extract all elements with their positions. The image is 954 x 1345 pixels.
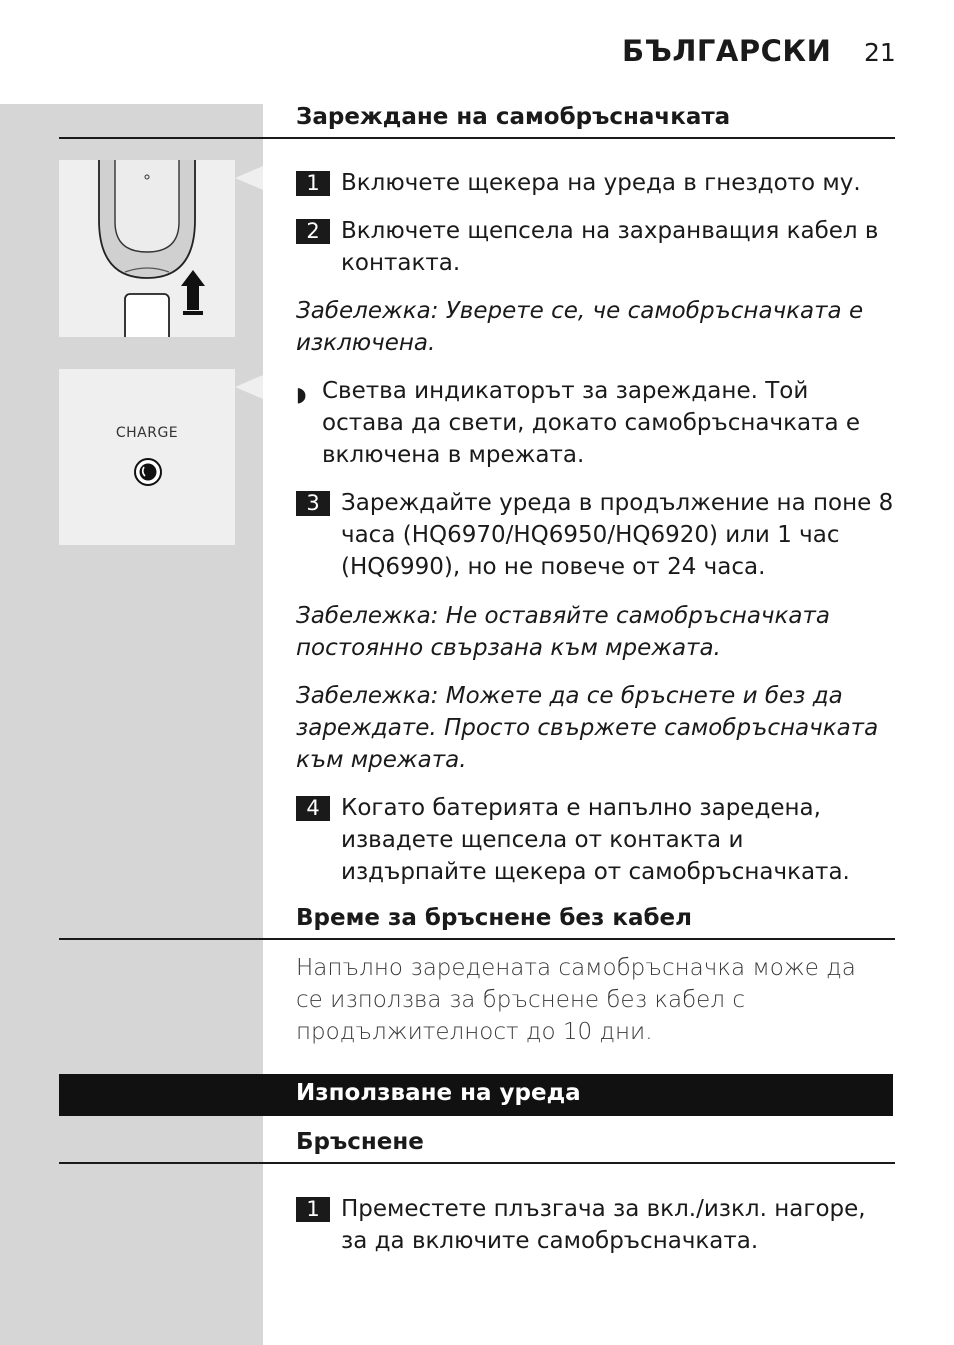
- bullet-icon: ◗: [296, 382, 307, 406]
- result-bullet: [296, 375, 896, 471]
- illustration-charge-panel: [59, 369, 235, 545]
- note-mains: Забележка: Не оставяйте самобръсначката постоянно свързана към мрежата.: [296, 603, 830, 661]
- section-title-cordless: Време за бръснене без кабел: [296, 905, 692, 931]
- step-number: 2: [296, 219, 330, 244]
- bullet-text: Светва индикаторът за зареждане. Той остава да свети, докато самобръсначката е включена в мрежата.: [322, 378, 861, 468]
- shaver-plug-icon: [59, 160, 235, 337]
- step-number: 4: [296, 796, 330, 821]
- step-number: 1: [296, 171, 330, 196]
- charge-indicator-icon: [133, 457, 163, 487]
- section-rule: [59, 1162, 895, 1164]
- illustration-pointer: [235, 375, 263, 399]
- illustration-pointer: [235, 166, 263, 190]
- charge-label: CHARGE: [115, 425, 179, 441]
- step-2: [296, 215, 896, 279]
- step-text: Когато батерията е напълно заредена, извадете щепсела от контакта и издърпайте щекера от самобръсначката.: [341, 795, 850, 885]
- section-title-shaving: Бръснене: [296, 1129, 424, 1155]
- step-text: Зареждайте уреда в продължение на поне 8 часа (HQ6970/HQ6950/HQ6920) или 1 час (HQ6990), но не повече от 24 часа.: [341, 490, 894, 580]
- page-number: 21: [864, 38, 896, 67]
- step-number: 1: [296, 1197, 330, 1222]
- chapter-banner: [59, 1074, 893, 1116]
- shaving-step-1: [296, 1193, 896, 1257]
- step-text: Преместете плъзгача за вкл./изкл. нагоре, за да включите самобръсначката.: [341, 1196, 866, 1254]
- arrow-up-icon: [181, 270, 205, 315]
- step-text: Включете щепсела на захранващия кабел в контакта.: [341, 218, 879, 276]
- illustration-shaver-plug: [59, 160, 235, 337]
- cordless-text: Напълно заредената самобръсначка може да се използва за бръснене без кабел с продължителност до 10 дни.: [296, 955, 856, 1045]
- section-rule: [59, 938, 895, 940]
- step-3: [296, 487, 896, 583]
- step-number: 3: [296, 491, 330, 516]
- section-rule: [59, 137, 895, 139]
- section-title-charging: Зареждане на самобръсначката: [296, 104, 731, 130]
- step-4: [296, 792, 896, 888]
- step-text: Включете щекера на уреда в гнездото му.: [341, 170, 861, 196]
- chapter-title-using: Използване на уреда: [296, 1080, 581, 1106]
- step-1: [296, 167, 896, 199]
- note-switch-off: Забележка: Уверете се, че самобръсначката е изключена.: [296, 298, 864, 356]
- header-language: БЪЛГАРСКИ: [622, 34, 832, 68]
- note-without-charging: Забележка: Можете да се бръснете и без да зареждате. Просто свържете самобръсначката към мрежата.: [296, 683, 879, 773]
